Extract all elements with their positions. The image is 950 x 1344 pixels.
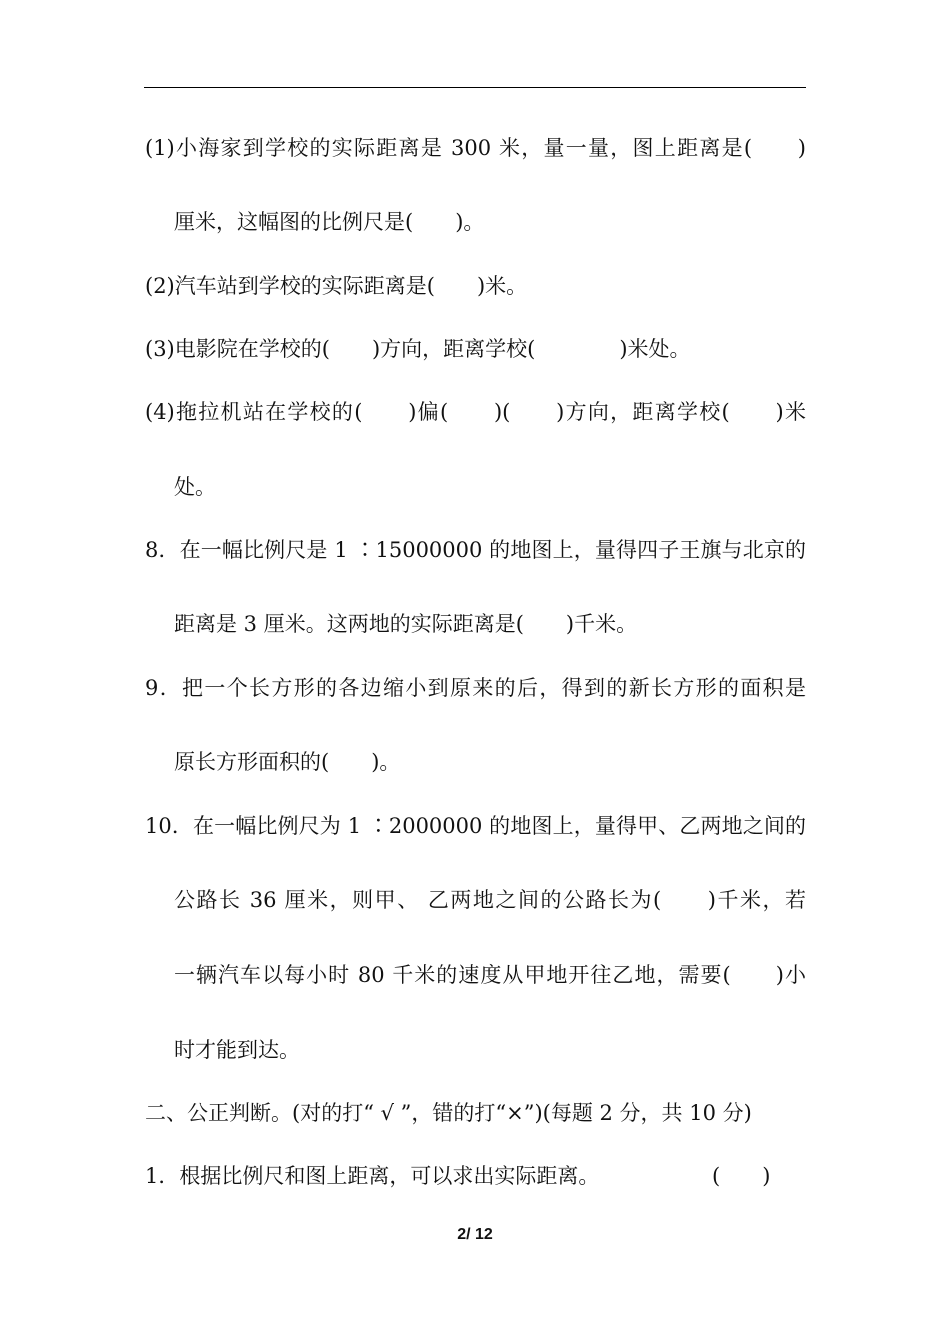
q10-line3: 一辆汽车以每小时 80 千米的速度从甲地开往乙地，需要( )小 <box>174 963 806 987</box>
judgement-1-answer-paren: ( ) <box>712 1164 771 1188</box>
q7-part1-line1: (1)小海家到学校的实际距离是 300 米，量一量，图上距离是( ) <box>145 136 806 160</box>
section-2-heading: 二、公正判断。(对的打“ √ ”，错的打“×”)(每题 2 分，共 10 分) <box>145 1101 752 1125</box>
q8-line1: 8．在一幅比例尺是 1 ∶15000000 的地图上，量得四子王旗与北京的 <box>145 538 806 562</box>
q10-line4: 时才能到达。 <box>174 1038 300 1062</box>
q7-part1-line2: 厘米，这幅图的比例尺是( )。 <box>174 210 485 234</box>
q7-part4-line1: (4)拖拉机站在学校的( )偏( )( )方向，距离学校( )米 <box>145 400 806 424</box>
q8-line2: 距离是 3 厘米。这两地的实际距离是( )千米。 <box>174 612 638 636</box>
q9-line1: 9．把一个长方形的各边缩小到原来的后，得到的新长方形的面积是 <box>145 676 806 700</box>
q7-part3: (3)电影院在学校的( )方向，距离学校( )米处。 <box>145 337 691 361</box>
q10-line1: 10．在一幅比例尺为 1 ∶2000000 的地图上，量得甲、乙两地之间的 <box>145 814 806 838</box>
page-number: 2/ 12 <box>457 1226 493 1243</box>
q7-part2: (2)汽车站到学校的实际距离是( )米。 <box>145 274 528 298</box>
q7-part4-line2: 处。 <box>174 475 216 499</box>
judgement-1: 1．根据比例尺和图上距离，可以求出实际距离。 <box>145 1164 600 1188</box>
q10-line2: 公路长 36 厘米，则甲、 乙两地之间的公路长为( )千米，若 <box>174 888 806 912</box>
q9-line2: 原长方形面积的( )。 <box>174 750 401 774</box>
header-rule <box>144 87 806 88</box>
